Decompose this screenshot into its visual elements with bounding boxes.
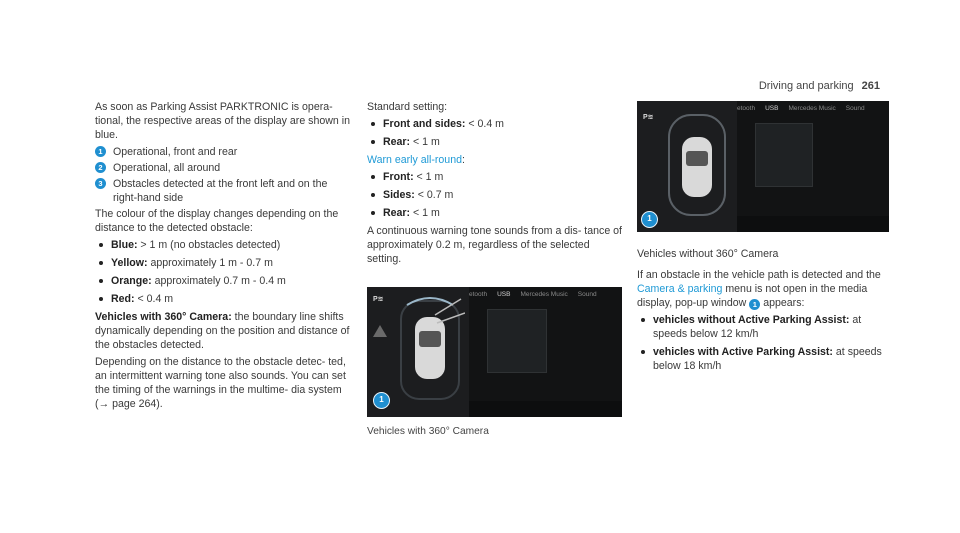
parking-view: [367, 287, 469, 417]
bullet-label: vehicles without Active Parking Assist:: [653, 314, 850, 326]
colour-paragraph: The colour of the display changes depending on the distance to the detected obstacle:: [95, 208, 339, 234]
image-caption: Vehicles without 360° Camera: [637, 248, 779, 260]
bullet-label: Orange:: [111, 275, 152, 287]
album-art: [487, 309, 547, 373]
bullet-label: vehicles with Active Parking Assist:: [653, 346, 833, 358]
media-menu: [469, 287, 622, 303]
bullet-item: [95, 256, 353, 270]
bullet-dot: [641, 318, 645, 322]
menu-item[interactable]: USB: [497, 291, 511, 298]
bullet-text: at speeds below 12 km/h: [653, 314, 862, 340]
bullet-dot: [641, 350, 645, 354]
bullet-dot: [99, 297, 103, 301]
bullet-item: [367, 206, 623, 220]
numbered-item: [95, 161, 353, 175]
bullet-dot: [371, 211, 375, 215]
media-panel: [469, 287, 622, 417]
display-screenshot-no360: [637, 101, 889, 232]
bullet-dot: [371, 193, 375, 197]
media-control-bar: [737, 216, 889, 232]
page-number: 261: [861, 80, 880, 92]
bullet-dot: [371, 122, 375, 126]
numbered-text: Operational, front and rear: [113, 146, 238, 158]
car-top-view-icon: [395, 295, 465, 405]
parking-icon: P≋: [373, 296, 384, 303]
bullet-item: [637, 313, 895, 341]
column-middle: [367, 100, 623, 269]
numbered-item: [95, 177, 353, 205]
callout-badge: 1: [373, 392, 390, 409]
number-badge: 1: [749, 299, 760, 310]
bullet-item: [95, 292, 353, 306]
running-header: [759, 79, 880, 93]
menu-item[interactable]: Mercedes Music: [520, 291, 568, 298]
callout-badge: 1: [641, 211, 658, 228]
number-badge: 1: [95, 146, 106, 157]
bullet-dot: [371, 140, 375, 144]
bullet-text: > 1 m (no obstacles detected): [137, 239, 281, 251]
bullet-item: [95, 274, 353, 288]
menu-item[interactable]: USB: [765, 105, 779, 112]
image-caption: Vehicles with 360° Camera: [367, 426, 489, 437]
depending-text: Depending on the distance to the obstacle detec- ted, an intermittent warning tone also sounds. You can set the timing of the warnings in the multime- dia system (: [95, 356, 346, 410]
tone-paragraph: A continuous warning tone sounds from a dis- tance of approximately 0.2 m, regardless of the selected setting.: [367, 225, 622, 265]
media-control-bar: [469, 401, 622, 417]
bullet-text: at speeds below 18 km/h: [653, 346, 882, 372]
bullet-label: Sides:: [383, 189, 415, 201]
section-title: Driving and parking: [758, 80, 854, 92]
media-menu: [737, 101, 889, 117]
camera-parking-link[interactable]: Camera & parking: [637, 283, 723, 295]
bullet-label: Front:: [383, 171, 414, 183]
bullet-text: < 1 m: [413, 171, 444, 183]
car-top-view-icon: [665, 111, 729, 221]
menu-item[interactable]: Sound: [577, 291, 597, 298]
menu-item[interactable]: etooth: [737, 105, 756, 112]
warning-icon: [373, 325, 387, 337]
bullet-item: [367, 188, 623, 202]
bullet-label: Front and sides:: [383, 118, 466, 130]
numbered-text: Operational, all around: [113, 162, 221, 174]
numbered-item: [95, 145, 353, 159]
popup-text: appears:: [760, 297, 805, 309]
bullet-label: Rear:: [383, 207, 411, 219]
column-left: [95, 100, 353, 414]
media-panel: [737, 101, 889, 232]
menu-item[interactable]: Sound: [845, 105, 865, 112]
standard-heading: Standard setting:: [367, 101, 448, 113]
arrow-icon: →: [98, 398, 110, 410]
camera-text: the boundary line shifts dynamically depending on the position and distance of the obstacles detected.: [95, 311, 350, 351]
bullet-text: < 0.7 m: [414, 189, 454, 201]
column-right: [637, 247, 895, 377]
bullet-text: < 0.4 m: [134, 293, 174, 305]
number-badge: 3: [95, 178, 106, 189]
parking-view: [637, 101, 737, 232]
bullet-label: Blue:: [111, 239, 138, 251]
bullet-text: < 0.4 m: [465, 118, 504, 130]
popup-text: menu is not open in the media display, pop-up window: [637, 283, 868, 309]
intro-paragraph: As soon as Parking Assist PARKTRONIC is opera- tional, the respective areas of the display are shown in blue.: [95, 101, 350, 141]
album-art: [755, 123, 813, 187]
display-screenshot-360: [367, 287, 622, 417]
bullet-dot: [99, 279, 103, 283]
bullet-item: [367, 135, 623, 149]
menu-item[interactable]: Mercedes Music: [788, 105, 836, 112]
popup-paragraph: [637, 268, 895, 310]
bullet-item: [637, 345, 895, 373]
camera-paragraph: [95, 310, 353, 352]
warn-early-heading: [367, 153, 623, 167]
bullet-dot: [99, 243, 103, 247]
bullet-label: Red:: [111, 293, 135, 305]
bullet-text: < 1 m: [410, 136, 440, 148]
number-badge: 2: [95, 162, 106, 173]
warn-early-link[interactable]: Warn early all-round: [367, 154, 462, 166]
bullet-text: approximately 1 m - 0.7 m: [147, 257, 273, 269]
depending-paragraph: [95, 355, 353, 411]
bullet-item: [95, 238, 353, 252]
bullet-dot: [99, 261, 103, 265]
bullet-item: [367, 117, 623, 131]
bullet-label: Rear:: [383, 136, 411, 148]
menu-item[interactable]: etooth: [469, 291, 488, 298]
bullet-item: [367, 170, 623, 184]
page-reference[interactable]: page 264).: [109, 398, 163, 410]
parking-icon: P≋: [643, 114, 654, 121]
bullet-text: < 1 m: [410, 207, 440, 219]
bullet-dot: [371, 175, 375, 179]
camera-label: Vehicles with 360° Camera:: [95, 311, 232, 323]
bullet-label: Yellow:: [111, 257, 148, 269]
bullet-text: approximately 0.7 m - 0.4 m: [151, 275, 286, 287]
popup-text: If an obstacle in the vehicle path is detected and the: [637, 269, 881, 281]
numbered-text: Obstacles detected at the front left and on the right-hand side: [113, 178, 328, 204]
colon: :: [462, 154, 465, 166]
